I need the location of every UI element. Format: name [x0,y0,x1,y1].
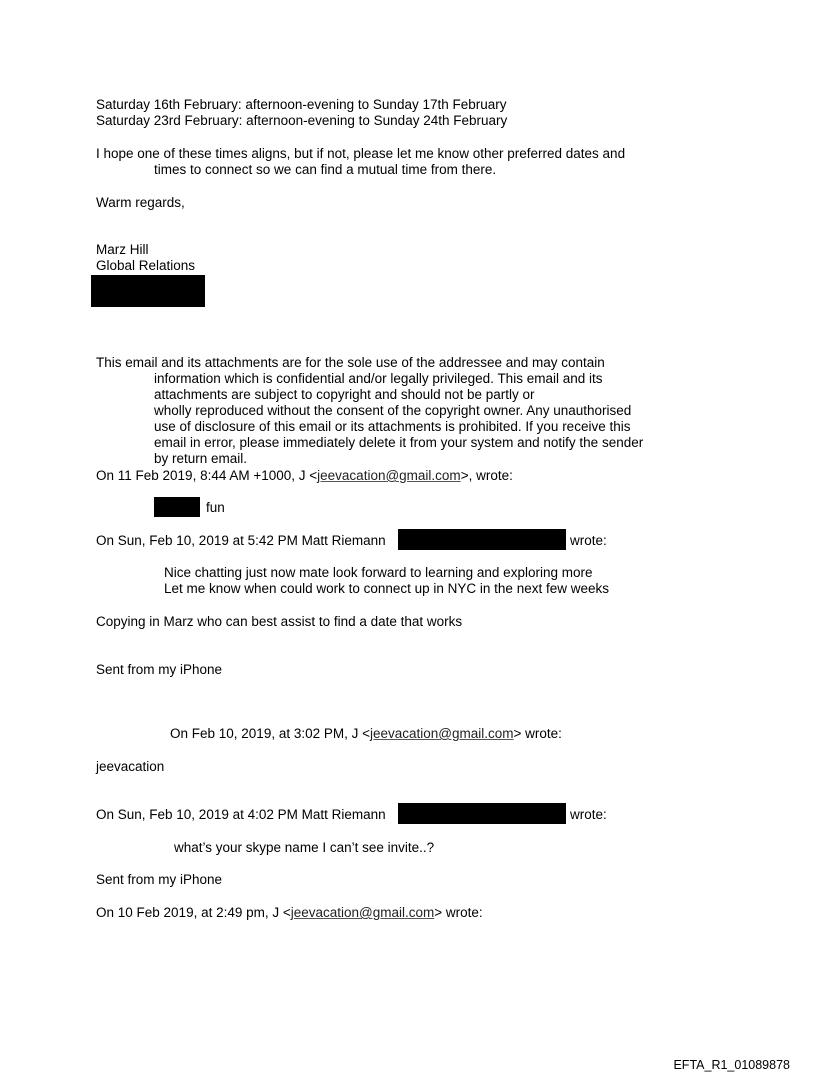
redaction-box [398,803,566,824]
redaction-box [91,275,205,307]
disclaimer-line-3: attachments are subject to copyright and should not be partly or [154,387,535,402]
disclaimer-line-4: wholly reproduced without the consent of the copyright owner. Any unauthorised [154,403,632,418]
disclaimer-line-1: This email and its attachments are for the sole use of the addressee and may contain [96,355,605,370]
sent-from-iphone: Sent from my iPhone [96,872,223,887]
hope-line-1: I hope one of these times aligns, but if not, please let me know other preferred dates and [96,146,626,161]
document-id: EFTA_R1_01089878 [673,1058,790,1072]
signature-title: Global Relations [96,258,196,273]
quote-header-suffix: > wrote: [513,726,562,741]
quote-header-2-prefix: On Sun, Feb 10, 2019 at 5:42 PM Matt Riemann [96,533,386,548]
email-link[interactable]: jeevacation@gmail.com [370,726,514,741]
matt-message-line-2: Let me know when could work to connect up in NYC in the next few weeks [164,581,609,596]
quote-header-4-suffix: wrote: [570,807,607,822]
skype-answer: jeevacation [96,759,165,774]
quote-header-5 [96,905,483,921]
quote-header-prefix: On 10 Feb 2019, at 2:49 pm, J < [96,905,291,920]
sent-from-iphone: Sent from my iPhone [96,662,223,677]
quote-header-2-suffix: wrote: [570,533,607,548]
quote-header-suffix: > wrote: [434,905,483,920]
schedule-line-1: Saturday 16th February: afternoon-evening to Sunday 17th February [96,97,507,112]
quote-header-1 [96,468,513,484]
copying-line: Copying in Marz who can best assist to find a date that works [96,614,463,629]
schedule-line-2: Saturday 23rd February: afternoon-evening to Sunday 24th February [96,113,508,128]
disclaimer-line-5: use of disclosure of this email or its attachments is prohibited. If you receive this [154,419,631,434]
quote-header-suffix: >, wrote: [460,468,513,483]
matt-message-line-1: Nice chatting just now mate look forward to learning and exploring more [164,565,593,580]
quote-header-4-prefix: On Sun, Feb 10, 2019 at 4:02 PM Matt Riemann [96,807,386,822]
quote-header-3 [170,726,562,742]
quote-header-prefix: On 11 Feb 2019, 8:44 AM +1000, J < [96,468,318,483]
disclaimer-line-2: information which is confidential and/or legally privileged. This email and its [154,371,603,386]
signature-name: Marz Hill [96,242,149,257]
email-link[interactable]: jeevacation@gmail.com [317,468,461,483]
email-link[interactable]: jeevacation@gmail.com [290,905,435,920]
disclaimer-line-6: email in error, please immediately delete it from your system and notify the sender [154,435,644,450]
skype-question: what’s your skype name I can’t see invite..? [174,840,435,855]
disclaimer-line-7: by return email. [154,451,248,466]
hope-line-2: times to connect so we can find a mutual time from there. [154,162,497,177]
fun-text: fun [206,500,225,515]
redaction-box [154,497,200,517]
redaction-box [398,529,566,550]
closing: Warm regards, [96,195,185,210]
quote-header-prefix: On Feb 10, 2019, at 3:02 PM, J < [170,726,370,741]
